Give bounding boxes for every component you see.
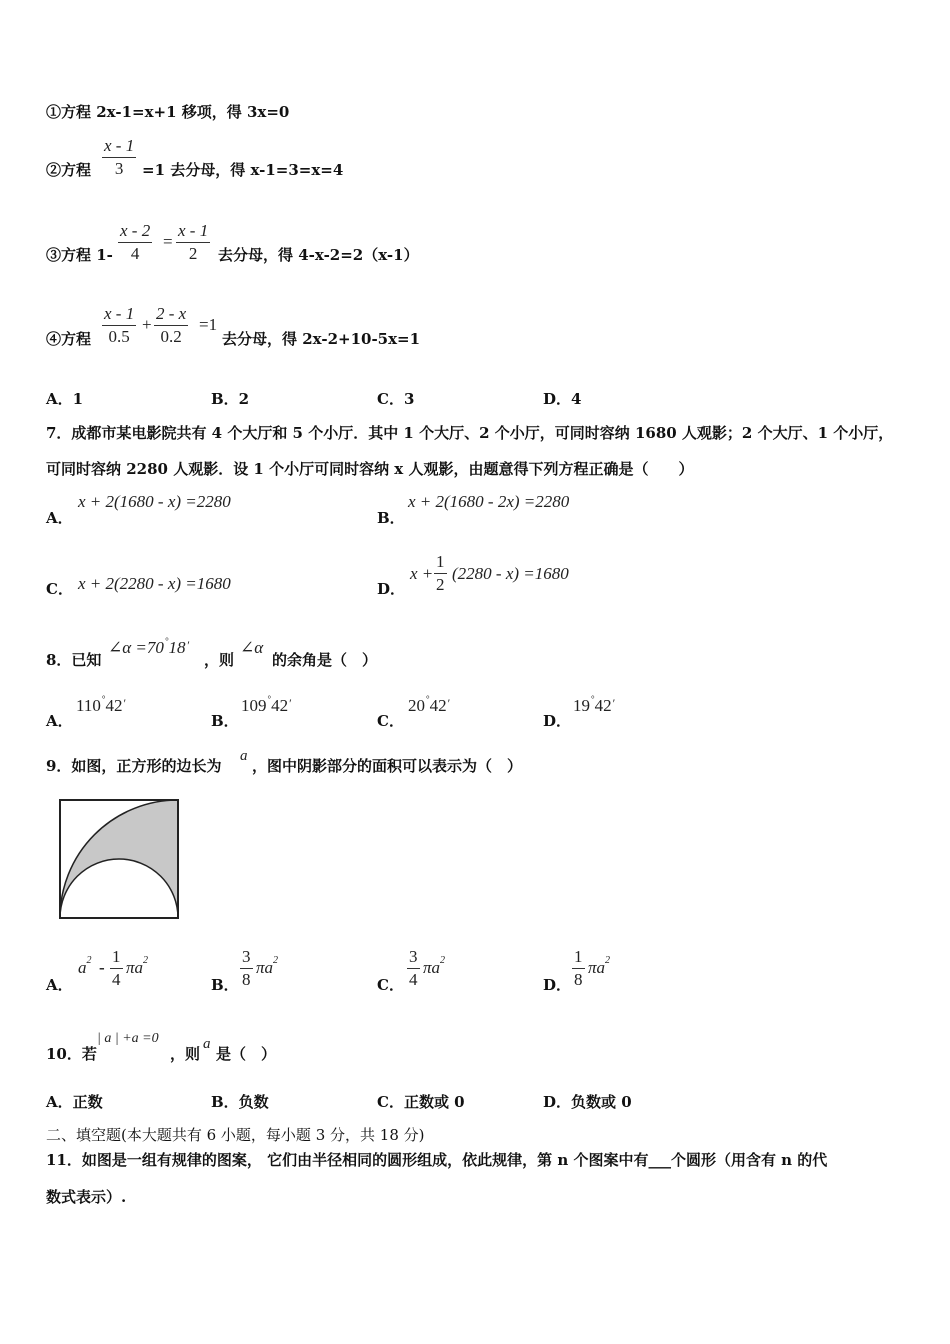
q11-text-line-2: 数式表示）. (46, 1188, 127, 1206)
q8-mid: ，则 (204, 651, 235, 669)
q10-option-a[interactable]: A．正数 (46, 1093, 103, 1111)
square-shaded-figure (58, 798, 182, 920)
numerator: 1 (434, 552, 447, 574)
q9-option-a-pre (78, 955, 92, 978)
q7-text-line-2: 可同时容纳 2280 人观影．设 1 个小厅可同时容纳 x 人观影，由题意得下列方程正确是（ ） (46, 460, 694, 478)
minute-sign: ′ (289, 696, 292, 710)
denominator: 3 (114, 159, 124, 178)
q5-item-3-prefix: ③方程 1- (46, 246, 113, 264)
degrees: 20 (408, 696, 425, 715)
q11-text-line-1: 11．如图是一组有规律的图案， 它们由半径相同的圆形组成，依此规律，第 n 个图案中有___个圆形（用含有 n 的代 (46, 1151, 828, 1169)
q8-option-b-label[interactable]: B． (211, 712, 239, 730)
minute-sign: ′ (612, 696, 616, 710)
q9-option-a-post (126, 955, 149, 978)
denominator: 8 (242, 970, 251, 989)
numerator: 3 (240, 947, 253, 969)
q7-option-b-expr: x + 2(1680 - 2x) =2280 (408, 492, 570, 511)
q5-item-1: ①方程 2x-1=x+1 移项，得 3x=0 (46, 103, 290, 121)
q5-option-c[interactable]: C．3 (377, 390, 415, 408)
numerator: 1 (110, 947, 123, 969)
numerator: x - 1 (102, 136, 136, 158)
pi-a: πa (126, 958, 144, 977)
numerator: x - 2 (118, 221, 152, 243)
q7-option-b-label[interactable]: B． (377, 509, 405, 527)
q5-option-d[interactable]: D．4 (543, 390, 582, 408)
q9-suffix: ，图中阴影部分的面积可以表示为（ ） (252, 757, 523, 775)
q10-suffix: 是（ ） (216, 1045, 277, 1063)
pi-a: πa (256, 958, 274, 977)
q9-option-d-label[interactable]: D． (543, 976, 572, 994)
q7-option-c-expr: x + 2(2280 - x) =1680 (78, 574, 231, 593)
denominator: 0.2 (160, 327, 182, 346)
q5-item-4-suffix: 去分母，得 2x-2+10-5x=1 (222, 330, 421, 348)
q10-option-b[interactable]: B．负数 (211, 1093, 269, 1111)
q8-angle-expression (108, 638, 189, 658)
q7-option-c-label[interactable]: C． (46, 580, 73, 598)
q7-text-line-1: 7．成都市某电影院共有 4 个大厅和 5 个小厅．其中 1 个大厅、2 个小厅，可同时容纳 1680 人观影；2 个大厅、1 个小厅， (46, 424, 894, 442)
exponent: 2 (440, 955, 446, 966)
q5-option-a[interactable]: A．1 (46, 390, 84, 408)
pi-a: πa (588, 958, 606, 977)
q9-prefix: 9．如图，正方形的边长为 (46, 757, 222, 775)
denominator: 2 (188, 244, 198, 263)
q9-option-c-label[interactable]: C． (377, 976, 404, 994)
q9-option-b-fraction (240, 947, 253, 990)
q8-angle-2: ∠α (240, 638, 264, 657)
denominator: 8 (574, 970, 583, 989)
q7-option-d-pre: x + (410, 564, 434, 583)
exponent: 2 (86, 955, 92, 966)
q9-option-c-fraction (407, 947, 420, 990)
numerator: x - 1 (102, 304, 136, 326)
q5-item-2-fraction (102, 136, 136, 179)
degrees: 110 (76, 696, 101, 715)
q5-item-3-suffix: 去分母，得 4-x-2=2（x-1） (218, 246, 419, 264)
numerator: x - 1 (176, 221, 210, 243)
degree-sign: ° (426, 694, 430, 704)
q5-option-b[interactable]: B．2 (211, 390, 250, 408)
minute-sign: ′ (447, 696, 451, 710)
exponent: 2 (143, 955, 149, 966)
q9-var: a (240, 748, 248, 764)
q9-option-b-label[interactable]: B． (211, 976, 239, 994)
degree-sign: ° (591, 694, 595, 704)
numerator: 2 - x (154, 304, 188, 326)
q8-option-d-value (573, 696, 615, 716)
angle-minutes: 18 (168, 638, 186, 657)
degree-sign: ° (164, 636, 169, 646)
q5-item-4-fraction-2 (154, 304, 188, 347)
var-a: a (78, 958, 87, 977)
q8-prefix: 8．已知 (46, 651, 102, 669)
minutes: 42 (594, 696, 612, 715)
section-heading-fill-blanks: 二、填空题(本大题共有 6 小题，每小题 3 分，共 18 分) (46, 1126, 425, 1144)
denominator: 2 (436, 575, 445, 594)
q5-item-3-fraction-2 (176, 221, 210, 264)
q5-item-4-fraction-1 (102, 304, 136, 347)
pi-a: πa (423, 958, 441, 977)
q8-option-a-label[interactable]: A． (46, 712, 73, 730)
q9-option-d-post (588, 955, 611, 978)
exponent: 2 (273, 955, 279, 966)
denominator: 4 (112, 970, 121, 989)
minutes: 42 (271, 696, 289, 715)
q7-option-a-label[interactable]: A． (46, 509, 73, 527)
q9-option-a-minus: - (99, 958, 105, 977)
q8-option-b-value (241, 696, 292, 716)
q9-option-a-label[interactable]: A． (46, 976, 73, 994)
denominator: 4 (409, 970, 418, 989)
minute-sign: ′ (186, 638, 190, 652)
q5-item-3-fraction-1 (118, 221, 152, 264)
q5-item-4-equals: =1 (199, 315, 218, 334)
q5-item-4-prefix: ④方程 (46, 330, 92, 348)
minutes: 42 (429, 696, 447, 715)
q10-mid: ，则 (170, 1045, 201, 1063)
q9-option-d-fraction (572, 947, 585, 990)
q7-option-d-post: (2280 - x) =1680 (452, 564, 569, 583)
q5-item-4-plus: + (142, 315, 152, 334)
q5-item-2-suffix: =1 去分母，得 x-1=3=x=4 (142, 161, 344, 179)
q8-option-a-value (76, 696, 126, 716)
numerator: 3 (407, 947, 420, 969)
denominator: 4 (130, 244, 140, 263)
q9-option-b-post (256, 955, 279, 978)
q8-option-d-label[interactable]: D． (543, 712, 572, 730)
q8-suffix: 的余角是（ ） (272, 651, 378, 669)
exponent: 2 (605, 955, 611, 966)
minutes: 42 (105, 696, 123, 715)
q5-item-3-equals: = (163, 232, 173, 251)
numerator: 1 (572, 947, 585, 969)
q8-option-c-label[interactable]: C． (377, 712, 404, 730)
q10-option-c[interactable]: C．正数或 0 (377, 1093, 465, 1111)
q7-option-a-expr: x + 2(1680 - x) =2280 (78, 492, 231, 511)
denominator: 0.5 (108, 327, 130, 346)
degree-sign: ° (101, 694, 106, 704)
q7-option-d-fraction (434, 552, 447, 595)
q10-condition: | a | +a =0 (97, 1031, 159, 1046)
angle-value: ∠α =70 (108, 638, 164, 657)
q8-option-c-value (408, 696, 450, 716)
q10-var: a (203, 1036, 211, 1052)
degrees: 109 (241, 696, 267, 715)
q7-option-d-label[interactable]: D． (377, 580, 406, 598)
minute-sign: ′ (123, 696, 127, 710)
q10-prefix: 10．若 (46, 1045, 97, 1063)
q9-option-a-fraction (110, 947, 123, 990)
degree-sign: ° (267, 694, 272, 704)
q10-option-d[interactable]: D．负数或 0 (543, 1093, 632, 1111)
q5-item-2-prefix: ②方程 (46, 161, 92, 179)
degrees: 19 (573, 696, 590, 715)
q9-option-c-post (423, 955, 446, 978)
